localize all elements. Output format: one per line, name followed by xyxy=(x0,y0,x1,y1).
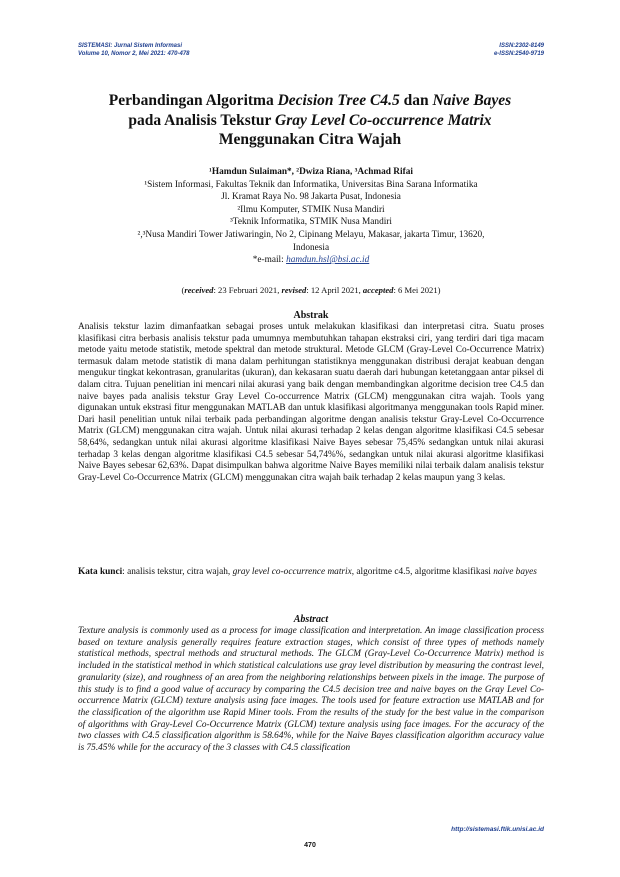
affiliation: ¹Sistem Informasi, Fakultas Teknik dan Informatika, Universitas Bina Sarana Informatika xyxy=(144,179,478,190)
email-link[interactable]: hamdun.hsl@bsi.ac.id xyxy=(286,255,370,266)
author-names: ¹Hamdun Sulaiman*, ²Dwiza Riana, ³Achmad Rifai xyxy=(209,167,413,177)
keywords-label: Kata kunci xyxy=(78,567,123,577)
keywords-text: : analisis tekstur, citra wajah, xyxy=(122,567,233,577)
journal-name: SISTEMASI: Jurnal Sistem Informasi xyxy=(78,43,183,49)
affiliation: Jl. Kramat Raya No. 98 Jakarta Pusat, Indonesia xyxy=(221,192,401,203)
affiliation: ³Teknik Informatika, STMIK Nusa Mandiri xyxy=(230,217,392,228)
date-label: revised xyxy=(281,285,307,295)
email-line xyxy=(78,254,544,267)
date-part: : 12 April 2021, xyxy=(306,285,363,295)
keywords-text: , algoritme c4.5, algoritme klasifikasi xyxy=(351,567,494,577)
keywords xyxy=(78,567,544,579)
abstrak-body: Analisis tekstur lazim dimanfaatkan sebagai proses untuk melakukan klasifikasi dan interpretasi citra. Suatu proses klasifikasi citra berbasis analisis tekstur pada umumnya membutuhkan tahapan ekstraksi ciri, yang terdiri dari tiga macam metode yaitu metode statistik, metode spektral dan metode struktural. Metode GLCM (Gray-Level Co-Occurrence Matrix) termasuk dalam metode statistik di mana dalam perhitungan statistiknya menggunakan distribusi derajat keabuan dengan mengukur tingkat kekontrasan, granularitas (ukuran), dan kekasaran suatu daerah dari hubungan ketetanggaan antar piksel di dalam citra. Tujuan penelitian ini mencari nilai akurasi yang baik dengan membandingkan algoritme decision tree C4.5 dan naive bayes pada analisis tekstur Gray Level Co-occurrence Matrix (GLCM) menggunakan citra wajah. Tools yang digunakan untuk ekstrasi fitur menggunakan MATLAB dan untuk klasifikasi algoritmanya menggunakan tools Rapid miner. Dari hasil penelitian untuk nilai terbaik pada perbandingan algoritme dengan analisis tekstur Gray-Level Co-Occurrence Matrix (GLCM) menggunakan citra wajah. Untuk nilai akurasi terhadap 2 kelas dengan algoritme klasifikasi C4.5 sebesar 58,64%, sedangkan untuk nilai akurasi algoritme klasifikasi Naive Bayes sebesar 75,45% sedangkan untuk nilai akurasi terhadap 3 kelas dengan algoritme klasifikasi C4.5 sebesar 54,74%%, sedangkan untuk nilai akurasi algoritme klasifikasi Naive Bayes sebesar 62,63%. Dapat disimpulkan bahwa algoritme Naive Bayes memiliki nilai terbaik dalam analisis tekstur Gray-Level Co-Occurrence Matrix (GLCM) menggunakan citra wajah baik terhadap 2 kelas maupun yang 3 kelas. xyxy=(78,322,544,483)
author-block xyxy=(78,166,544,267)
title-part: pada Analisis Tekstur xyxy=(128,111,276,129)
date-label: accepted xyxy=(362,285,394,295)
title-part: Menggunakan Citra Wajah xyxy=(218,131,402,148)
date-part: : 23 Februari 2021, xyxy=(213,285,282,295)
affiliation: ²,³Nusa Mandiri Tower Jatiwaringin, No 2, Cipinang Melayu, Makasar, jakarta Timur, 13620, xyxy=(137,229,485,240)
affiliation: ²Ilmu Komputer, STMIK Nusa Mandiri xyxy=(237,204,385,215)
title-part: Perbandingan Algoritma xyxy=(108,92,278,109)
journal-volume: Volume 10, Nomor 2, Mei 2021: 470-478 xyxy=(78,51,190,57)
title-part: Naive Bayes xyxy=(432,92,512,109)
page-number: 470 xyxy=(304,842,316,849)
abstrak-heading: Abstrak xyxy=(293,310,329,321)
date-part: : 6 Mei 2021) xyxy=(393,285,441,295)
title-part: Gray Level Co-occurrence Matrix xyxy=(275,111,492,129)
journal-header xyxy=(78,42,190,58)
journal-url[interactable]: http://sistemasi.ftik.unisi.ac.id xyxy=(451,826,544,833)
email-label: *e-mail: xyxy=(252,255,287,266)
title-part: Decision Tree C4.5 xyxy=(277,92,400,109)
submission-dates xyxy=(78,285,544,295)
keywords-text: naive bayes xyxy=(493,567,537,577)
title-part: dan xyxy=(399,92,433,109)
date-label: received xyxy=(184,285,214,295)
issn-online: e-ISSN:2540-9719 xyxy=(493,51,544,57)
date-part: ( xyxy=(181,285,185,295)
issn-header xyxy=(494,42,544,58)
affiliation: Indonesia xyxy=(292,242,330,253)
keywords-text: gray level co-occurrence matrix xyxy=(232,567,352,577)
abstract-body: Texture analysis is commonly used as a process for image classification and interpretation. An image classification process based on texture analysis generally requires feature extraction stages, which consist of three types of methods namely statistical methods, spectral methods and structural methods. The GLCM (Gray-Level Co-Occurrence Matrix) method is included in the statistical method in which statistical calculations use gray level distribution by measuring the contrast level, granularity (size), and roughness of an area from the neighboring relationships between pixels in the image. The purpose of this study is to find a good value of accuracy by comparing the C4.5 decision tree and naive bayes on the Gray Level Co-occurrence Matrix (GLCM) texture analysis using face images. The tools used for feature extraction use MATLAB and for the classification of the algorithm use Rapid Miner tools. From the results of the study for the best value in the comparison of algorithms with Gray-Level Co-Occurrence Matrix (GLCM) texture analysis using face images. For the accuracy of the two classes with C4.5 classification algorithm is 58.64%, while for the Naive Bayes classification algorithm accuracy value is 75.45% while for the accuracy of the 3 classes with C4.5 classification xyxy=(78,626,544,754)
abstract-heading: Abstract xyxy=(293,614,329,625)
issn-print: ISSN:2302-8149 xyxy=(499,43,544,49)
paper-title xyxy=(60,91,560,150)
